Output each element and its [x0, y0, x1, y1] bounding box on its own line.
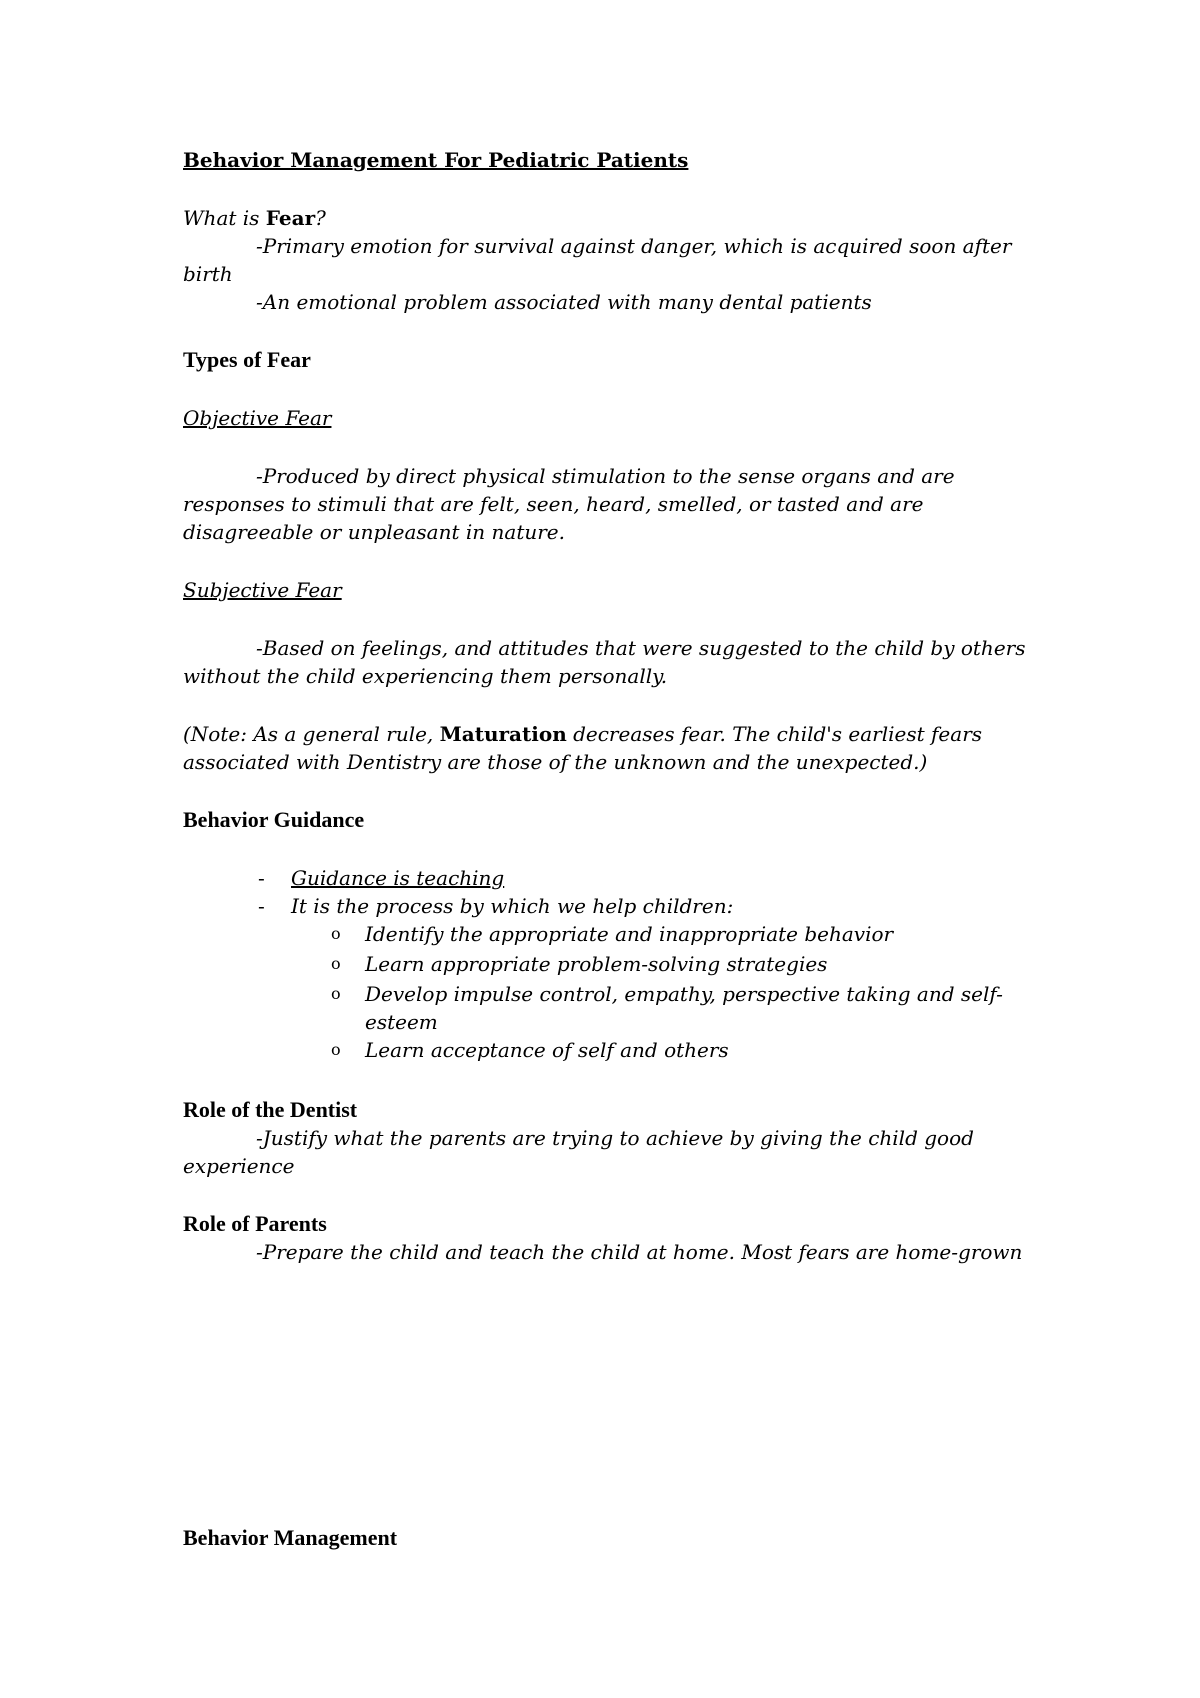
objective-fear-label: Objective Fear	[183, 406, 332, 430]
fear-definition-line-2: -An emotional problem associated with many dental patients	[256, 290, 872, 314]
note-post: decreases fear. The child's earliest fears	[566, 722, 983, 746]
bullet-circle: o	[331, 924, 341, 943]
what-is-fear-heading	[183, 204, 326, 232]
role-dentist-line-1: -Justify what the parents are trying to achieve by giving the child good	[256, 1126, 974, 1150]
guidance-subbullet-2: Learn appropriate problem-solving strategies	[365, 952, 828, 976]
maturation-note-line-1	[183, 720, 982, 748]
guidance-bullet-1: Guidance is teaching	[291, 866, 505, 890]
fear-definition-line-1: -Primary emotion for survival against danger, which is acquired soon after	[256, 234, 1012, 258]
bullet-circle: o	[331, 984, 341, 1003]
objective-fear-line-3: disagreeable or unpleasant in nature.	[183, 520, 565, 544]
subjective-fear-label: Subjective Fear	[183, 578, 342, 602]
document-title: Behavior Management For Pediatric Patients	[183, 148, 689, 172]
role-dentist-line-2: experience	[183, 1154, 295, 1178]
what-is-fear-suffix: ?	[315, 206, 326, 230]
guidance-subbullet-3: Develop impulse control, empathy, perspective taking and self-	[365, 982, 1003, 1006]
objective-fear-line-2: responses to stimuli that are felt, seen, heard, smelled, or tasted and are	[183, 492, 924, 516]
guidance-subbullet-3-cont: esteem	[365, 1010, 438, 1034]
types-of-fear-heading: Types of Fear	[183, 347, 311, 372]
subjective-fear-line-1: -Based on feelings, and attitudes that were suggested to the child by others	[256, 636, 1026, 660]
role-parents-line-1: -Prepare the child and teach the child at home. Most fears are home-grown	[256, 1240, 1023, 1264]
role-dentist-heading: Role of the Dentist	[183, 1097, 358, 1122]
note-pre: (Note: As a general rule,	[183, 722, 440, 746]
bullet-circle: o	[331, 954, 341, 973]
role-parents-heading: Role of Parents	[183, 1211, 327, 1236]
bullet-circle: o	[331, 1040, 341, 1059]
maturation-note-line-2: associated with Dentistry are those of the unknown and the unexpected.)	[183, 750, 928, 774]
bullet-dash: -	[258, 866, 265, 890]
behavior-guidance-heading: Behavior Guidance	[183, 807, 365, 832]
note-maturation: Maturation	[439, 722, 567, 746]
guidance-bullet-2: It is the process by which we help children:	[291, 894, 734, 918]
behavior-management-heading: Behavior Management	[183, 1525, 398, 1550]
what-is-fear-prefix: What is	[183, 206, 266, 230]
objective-fear-line-1: -Produced by direct physical stimulation to the sense organs and are	[256, 464, 955, 488]
bullet-dash: -	[258, 894, 265, 918]
guidance-subbullet-1: Identify the appropriate and inappropriate behavior	[365, 922, 894, 946]
what-is-fear-bold: Fear	[265, 206, 316, 230]
fear-definition-line-1-cont: birth	[183, 262, 233, 286]
subjective-fear-line-2: without the child experiencing them personally.	[183, 664, 668, 688]
guidance-subbullet-4: Learn acceptance of self and others	[365, 1038, 729, 1062]
